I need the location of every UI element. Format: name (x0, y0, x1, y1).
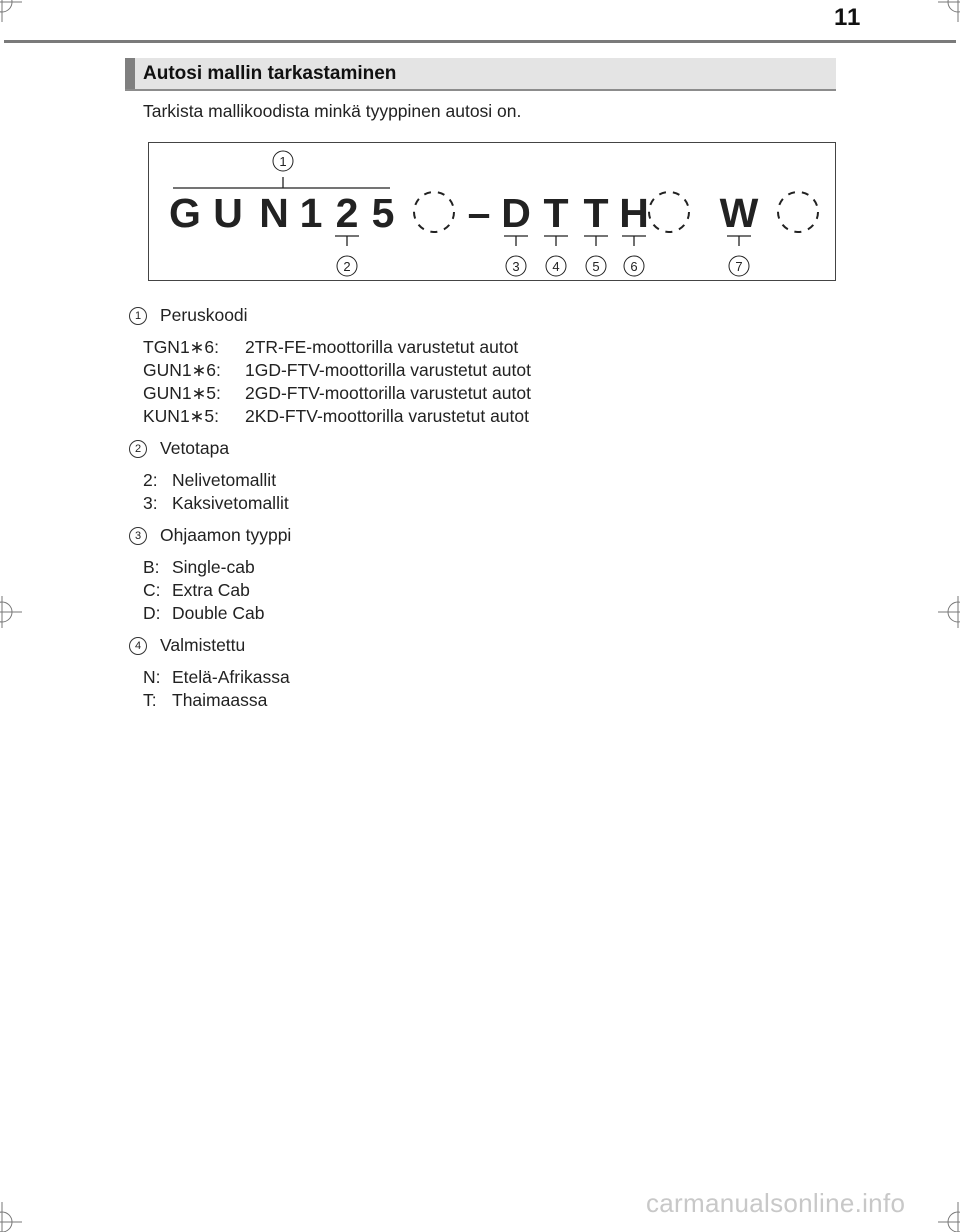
callout-number: 3 (512, 259, 520, 274)
option-code: B: (143, 557, 160, 577)
registration-mark-icon (0, 596, 24, 628)
callout-number: 2 (343, 259, 351, 274)
footer-watermark: carmanualsonline.info (646, 1188, 906, 1218)
option-code: T: (143, 690, 157, 710)
code-character: T (583, 190, 609, 236)
code-character: G (169, 190, 201, 236)
option-description: Thaimaassa (172, 690, 268, 710)
item-options (128, 336, 828, 428)
callout-number: 5 (592, 259, 600, 274)
legend-item-header (128, 634, 828, 657)
code-character: 5 (371, 190, 395, 236)
registration-mark-icon (936, 596, 960, 628)
item-title: Valmistettu (160, 635, 246, 655)
option-row (143, 359, 828, 382)
code-character: H (619, 190, 649, 236)
option-row (143, 556, 828, 579)
option-code: GUN1∗5: (143, 383, 221, 403)
option-row (143, 666, 828, 689)
option-code: 3: (143, 493, 158, 513)
code-character: N (259, 190, 289, 236)
callout-number: 7 (735, 259, 743, 274)
header-divider (4, 40, 956, 43)
registration-mark-icon (0, 0, 24, 24)
registration-mark-icon (936, 1200, 960, 1232)
option-row (143, 689, 828, 712)
option-code: C: (143, 580, 161, 600)
legend-item-header (128, 437, 828, 460)
option-row (143, 469, 828, 492)
registration-mark-icon (0, 1200, 24, 1232)
code-character: 1 (299, 190, 323, 236)
intro-text: Tarkista mallikoodista minkä tyyppinen autosi on. (143, 101, 522, 121)
model-code-legend (128, 304, 828, 721)
code-character: – (467, 190, 491, 236)
item-title: Peruskoodi (160, 305, 248, 325)
option-code: D: (143, 603, 161, 623)
placeholder-circle (649, 192, 689, 232)
option-code: 2: (143, 470, 158, 490)
registration-mark-icon (936, 0, 960, 24)
option-row (143, 336, 828, 359)
option-description: Double Cab (172, 603, 265, 623)
callout-number: 4 (552, 259, 560, 274)
option-description: Nelivetomallit (172, 470, 277, 490)
legend-item-header (128, 304, 828, 327)
code-character: D (501, 190, 531, 236)
item-number-badge: 3 (129, 527, 147, 545)
option-description: Kaksivetomallit (172, 493, 289, 513)
option-description: 2KD-FTV-moottorilla varustetut autot (245, 406, 529, 426)
option-row (143, 602, 828, 625)
item-number-badge: 4 (129, 637, 147, 655)
model-code-diagram (148, 142, 836, 281)
item-options (128, 469, 828, 515)
item-number-badge: 2 (129, 440, 147, 458)
callout-number: 6 (630, 259, 638, 274)
legend-item (128, 437, 828, 515)
item-title: Ohjaamon tyyppi (160, 525, 292, 545)
code-character: 2 (335, 190, 359, 236)
option-code: KUN1∗5: (143, 406, 219, 426)
option-description: 2TR-FE-moottorilla varustetut autot (245, 337, 519, 357)
option-code: TGN1∗6: (143, 337, 219, 357)
option-row (143, 382, 828, 405)
option-description: 1GD-FTV-moottorilla varustetut autot (245, 360, 531, 380)
legend-item (128, 524, 828, 625)
code-character: W (719, 190, 759, 236)
legend-item (128, 634, 828, 712)
option-code: N: (143, 667, 161, 687)
section-title: Autosi mallin tarkastaminen (143, 63, 397, 84)
item-options (128, 556, 828, 625)
legend-item-header (128, 524, 828, 547)
item-number-badge: 1 (129, 307, 147, 325)
option-row (143, 492, 828, 515)
legend-item (128, 304, 828, 428)
code-character: T (543, 190, 569, 236)
code-character: U (213, 190, 243, 236)
option-code: GUN1∗6: (143, 360, 221, 380)
placeholder-circle (778, 192, 818, 232)
item-options (128, 666, 828, 712)
section-header-bar (125, 58, 135, 89)
callout-number: 1 (279, 154, 287, 169)
option-description: Etelä-Afrikassa (172, 667, 290, 687)
option-description: Extra Cab (172, 580, 250, 600)
option-description: Single-cab (172, 557, 255, 577)
section-header (125, 58, 836, 91)
placeholder-circle (414, 192, 454, 232)
model-code-svg (149, 143, 835, 280)
item-title: Vetotapa (160, 438, 230, 458)
option-row (143, 405, 828, 428)
page-number: 11 (834, 4, 862, 31)
option-description: 2GD-FTV-moottorilla varustetut autot (245, 383, 531, 403)
option-row (143, 579, 828, 602)
